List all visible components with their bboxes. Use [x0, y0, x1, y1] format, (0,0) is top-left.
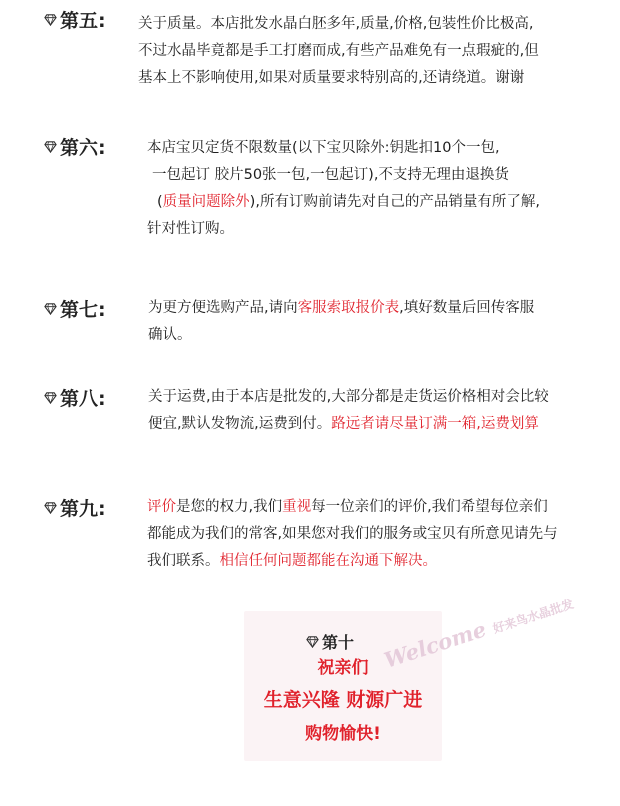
diamond-icon: [44, 391, 57, 404]
body-text: 是您的权力,我们: [176, 499, 283, 515]
section-heading: [44, 494, 106, 521]
section-line: [138, 38, 539, 65]
section-heading-text: 第八:: [60, 388, 106, 410]
highlight-text: 重视: [282, 499, 312, 515]
section-heading-text: 第七:: [60, 299, 106, 321]
body-text: 本店宝贝定货不限数量(以下宝贝除外:钥匙扣10个一包,: [147, 140, 500, 156]
section-heading: [44, 384, 106, 411]
section-line: [148, 384, 549, 411]
body-text: ),所有订购前请先对自己的产品销量有所了解,: [249, 194, 541, 210]
section-body: [138, 11, 539, 92]
watermark-brand: Welcome: [380, 616, 490, 673]
body-text: 一包起订 胶片50张一包,一包起订),不支持无理由退换货: [152, 167, 509, 183]
highlight-text: 客服索取报价表: [297, 300, 400, 316]
section-line: [138, 65, 539, 92]
body-text: 我们联系。: [147, 553, 220, 569]
section-heading-text: 第六:: [60, 137, 106, 159]
highlight-text: 评价: [147, 499, 176, 515]
body-text: 为更方便选购产品,请向: [148, 300, 298, 316]
closing-line-2: 生意兴隆 财源广进: [263, 689, 423, 711]
section-body: [148, 384, 549, 438]
section-heading: [44, 133, 106, 160]
section-line: [147, 494, 558, 521]
section-line: [147, 216, 540, 243]
watermark-text: 好来鸟水晶批发: [491, 596, 576, 637]
section-body: [148, 295, 534, 349]
highlight-text: 质量问题除外: [162, 194, 250, 210]
section-heading-text: 第五:: [60, 10, 106, 32]
body-text: 关于运费,由于本店是批发的,大部分都是走货运价格相对会比较: [148, 389, 549, 405]
section-line: [147, 162, 540, 189]
section-line: [147, 189, 540, 216]
diamond-icon: [44, 140, 57, 153]
section-line: [148, 322, 534, 349]
section-line: [147, 548, 558, 575]
diamond-icon: [44, 302, 57, 315]
body-text: ,填好数量后回传客服: [399, 300, 535, 316]
body-text: 基本上不影响使用,如果对质量要求特别高的,还请绕道。谢谢: [138, 70, 525, 86]
section-line: [147, 521, 558, 548]
body-text: 不过水晶毕竟都是手工打磨而成,有些产品难免有一点瑕疵的,但: [138, 43, 539, 59]
closing-heading: [306, 630, 354, 653]
section-line: [148, 411, 549, 438]
highlight-text: 路远者请尽量订满一箱,运费划算: [331, 416, 539, 432]
section-heading-text: 第九:: [60, 498, 106, 520]
closing-heading-text: 第十: [322, 633, 355, 652]
section-heading: [44, 6, 106, 33]
section-line: [138, 11, 539, 38]
closing-card: [244, 611, 442, 761]
body-text: 每一位亲们的评价,我们希望每位亲们: [311, 499, 548, 515]
section-line: [147, 135, 540, 162]
section-line: [148, 295, 534, 322]
body-text: 关于质量。本店批发水晶白胚多年,质量,价格,包装性价比极高,: [138, 16, 534, 32]
body-text: 便宜,默认发物流,运费到付。: [148, 416, 332, 432]
diamond-icon: [44, 501, 57, 514]
section-body: [147, 494, 558, 575]
body-text: 针对性订购。: [147, 221, 234, 237]
body-text: 都能成为我们的常客,如果您对我们的服务或宝贝有所意见请先与: [147, 526, 558, 542]
section-body: [147, 135, 540, 243]
closing-line-3: 购物愉快!: [305, 724, 381, 744]
highlight-text: 相信任何问题都能在沟通下解决。: [219, 553, 437, 569]
closing-line-1: 祝亲们: [317, 658, 369, 678]
body-text: (: [157, 194, 163, 210]
diamond-icon: [306, 635, 319, 648]
diamond-icon: [44, 13, 57, 26]
section-heading: [44, 295, 106, 322]
body-text: 确认。: [148, 327, 192, 343]
